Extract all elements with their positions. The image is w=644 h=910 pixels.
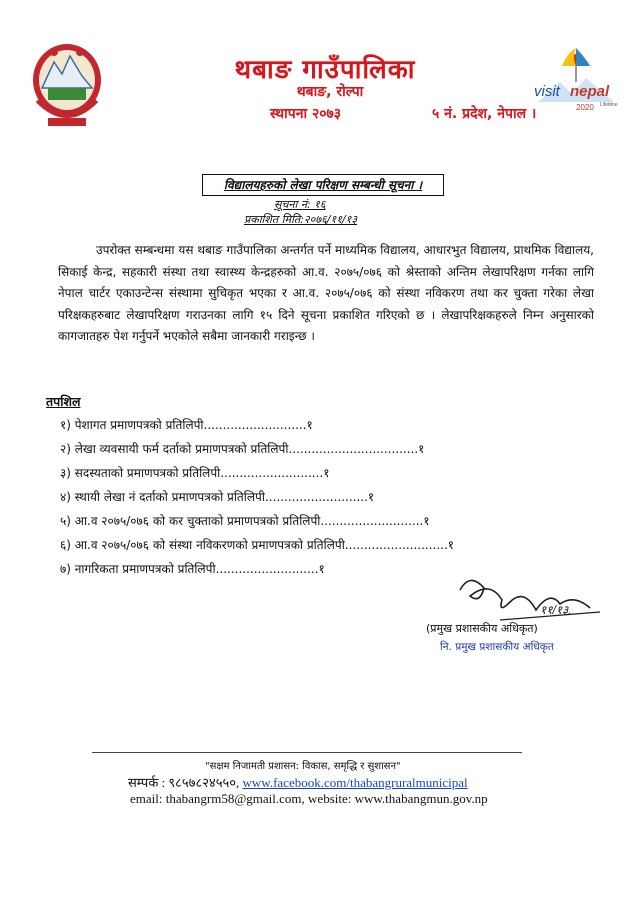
list-item: २) लेखा व्यवसायी फर्म दर्ताको प्रमाणपत्रको प्रतिलिपी..................................१: [60, 442, 425, 456]
list-heading: तपशिल: [46, 394, 81, 409]
svg-text:Lifetime: Lifetime: [600, 102, 618, 108]
signatory-title: (प्रमुख प्रशासकीय अधिकृत): [426, 622, 538, 635]
svg-text:2020: 2020: [576, 103, 594, 112]
svg-text:nepal: nepal: [570, 83, 610, 100]
org-established: स्थापना २०७३: [270, 106, 342, 122]
footer-email-website: email: thabangrm58@gmail.com, website: www.thabangmun.gov.np: [130, 791, 488, 806]
svg-text:११/१३.: ११/१३.: [540, 603, 572, 617]
list-item: ७) नागरिकता प्रमाणपत्रको प्रतिलिपी...........................१: [60, 562, 325, 576]
org-name: थबाङ गाउँपालिका: [234, 55, 416, 85]
list-item: ४) स्थायी लेखा नं दर्ताको प्रमाणपत्रको प्रतिलिपी...........................१: [60, 490, 375, 504]
org-province: ५ नं. प्रदेश, नेपाल ।: [432, 106, 537, 122]
notice-body: उपरोक्त सम्बन्धमा यस थबाङ गाउँपालिका अन्तर्गत पर्ने माध्यमिक विद्यालय, आधारभुत विद्यालय, प्राथमिक विद्यालय, सिकाई केन्द्र, सहकारी संस्था तथा स्वास्थ्य केन्द्रहरुको आ.व. २०७५/०७६ को श्रेस्ताको अन्तिम लेखापरिक्षण गर्नका लागि नेपाल चार्टर एकाउन्टेन्स संस्थामा सुचिकृत भएका र आ.व. २०७५/०७६ को संस्था नविकरण तथा कर चुक्ता गरेका लेखा परिक्षकहरुबाट लेखापरिक्षण गराउनका लागि १५ दिने सूचना प्रकाशित गरिएको छ । लेखापरिक्षकहरुले निम्न अनुसारको कागजातहरु पेश गर्नुपर्ने भएकोले सबैमा जानकारी गराइन्छ ।: [58, 243, 594, 343]
notice-number: सूचना नं: १६: [274, 198, 326, 211]
svg-text:visit: visit: [534, 83, 560, 100]
facebook-link[interactable]: www.facebook.com/thabangruralmunicipal: [242, 775, 468, 790]
org-place: थबाङ, रोल्पा: [296, 84, 364, 100]
list-item: ५) आ.व २०७५/०७६ को कर चुक्ताको प्रमाणपत्रको प्रतिलिपी...........................१: [60, 514, 430, 528]
notice-published-date: प्रकाशित मिति:२०७६/११/१३: [244, 213, 358, 226]
list-item: ३) सदस्यताको प्रमाणपत्रको प्रतिलिपी...........................१: [60, 466, 330, 480]
nepal-emblem-icon: [30, 40, 104, 130]
list-item: १) पेशागत प्रमाणपत्रको प्रतिलिपी...........................१: [60, 418, 313, 432]
visit-nepal-logo: [532, 38, 620, 118]
official-stamp: नि. प्रमुख प्रशासकीय अधिकृत: [440, 641, 554, 653]
notice-title: विद्यालयहरुको लेखा परिक्षण सम्बन्धी सूचना ।: [202, 174, 444, 196]
contact-phone: सम्पर्क : ९८५७८२४५५०,: [128, 775, 243, 790]
footer-divider: [92, 752, 522, 753]
list-item: ६) आ.व २०७५/०७६ को संस्था नविकरणको प्रमाणपत्रको प्रतिलिपी...........................१: [60, 538, 455, 552]
footer-motto: "सक्षम निजामती प्रशासन: विकास, समृद्धि र सुशासन": [205, 761, 401, 772]
footer-contact: [128, 773, 468, 791]
